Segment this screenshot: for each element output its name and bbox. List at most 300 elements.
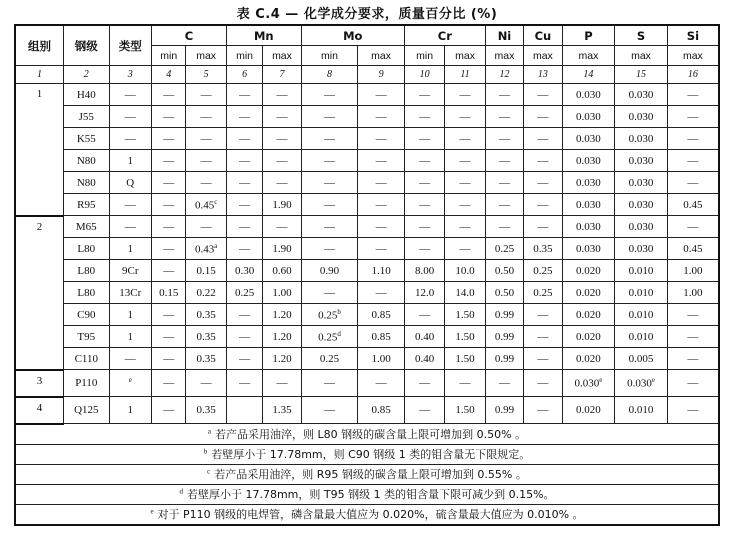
value-cell <box>667 216 719 238</box>
cell-value: 1.50 <box>455 352 475 365</box>
value-cell <box>301 194 358 216</box>
cell-value: — <box>200 154 212 167</box>
cell-value: — <box>375 132 387 145</box>
value-cell <box>263 194 301 216</box>
value-cell <box>152 370 186 397</box>
cell-value: — <box>375 286 387 299</box>
cell-value: 1.20 <box>272 330 292 343</box>
cell-value: 0.35 <box>196 308 216 321</box>
cell-value: — <box>324 88 336 101</box>
value-cell <box>186 150 226 172</box>
grade-cell: L80 <box>64 282 110 304</box>
column-number: 11 <box>445 66 485 84</box>
value-cell <box>562 370 615 397</box>
cell-value: 0.40 <box>414 352 435 365</box>
value-cell <box>226 238 262 260</box>
cell-value: — <box>163 110 175 123</box>
value-cell <box>615 216 668 238</box>
value-cell <box>524 128 562 150</box>
cell-value: — <box>324 242 336 255</box>
value-cell <box>152 128 186 150</box>
cell-value: — <box>324 404 336 416</box>
cell-value: — <box>276 220 288 233</box>
type-cell: — <box>109 216 151 238</box>
cell-value: — <box>324 377 336 389</box>
cell-value: — <box>537 176 549 189</box>
value-cell <box>152 106 186 128</box>
value-cell <box>445 370 485 397</box>
cell-value: — <box>200 176 212 189</box>
value-cell <box>152 282 186 304</box>
table-row <box>15 282 719 304</box>
value-cell <box>485 370 523 397</box>
cell-value: 1.90 <box>272 242 292 255</box>
cell-value: — <box>324 132 336 145</box>
cell-value: — <box>537 88 549 101</box>
value-cell <box>615 397 668 424</box>
footnote-row <box>15 484 719 504</box>
value-cell <box>524 282 562 304</box>
grade-cell: K55 <box>64 128 110 150</box>
header-max: max <box>615 46 668 66</box>
table-row <box>15 194 719 216</box>
value-cell <box>404 238 444 260</box>
header-max: max <box>485 46 523 66</box>
cell-value: 1.00 <box>683 264 703 277</box>
value-cell <box>485 326 523 348</box>
table-row <box>15 260 719 282</box>
value-cell <box>524 216 562 238</box>
value-cell <box>263 238 301 260</box>
cell-value: — <box>375 377 387 389</box>
column-number: 12 <box>485 66 523 84</box>
cell-value: — <box>459 220 471 233</box>
cell-value: 0.25 <box>494 242 515 255</box>
cell-value: 0.030 <box>628 176 654 189</box>
value-cell <box>667 172 719 194</box>
cell-value: — <box>687 308 699 321</box>
cell-value: 0.030 <box>628 220 654 233</box>
value-cell <box>226 348 262 370</box>
column-number: 5 <box>186 66 226 84</box>
value-cell <box>404 348 444 370</box>
cell-value: — <box>687 352 699 365</box>
value-cell <box>404 260 444 282</box>
cell-value: — <box>239 377 251 389</box>
cell-value: — <box>419 154 431 167</box>
column-number: 13 <box>524 66 562 84</box>
cell-value: — <box>419 242 431 255</box>
cell-value: — <box>163 377 175 389</box>
value-cell <box>524 397 562 424</box>
cell-value: 1.20 <box>272 308 292 321</box>
footnote-row <box>15 504 719 525</box>
cell-value: 0.030 <box>576 242 601 255</box>
value-cell <box>226 370 262 397</box>
cell-value: — <box>419 404 431 416</box>
cell-value: — <box>498 154 510 167</box>
table-row <box>15 238 719 260</box>
value-cell <box>445 84 485 106</box>
footnote-mark: c <box>214 197 218 206</box>
value-cell <box>667 106 719 128</box>
value-cell <box>226 194 262 216</box>
value-cell <box>358 282 405 304</box>
cell-value: 0.45 <box>194 199 215 212</box>
cell-value: — <box>239 198 251 211</box>
cell-value: — <box>537 352 549 365</box>
column-number: 4 <box>152 66 186 84</box>
cell-value: 1.00 <box>272 286 292 299</box>
cell-value: — <box>537 377 549 389</box>
value-cell <box>524 326 562 348</box>
footnote-text <box>15 424 719 445</box>
cell-value: — <box>163 176 175 189</box>
value-cell <box>404 150 444 172</box>
value-cell <box>615 194 668 216</box>
value-cell <box>226 326 262 348</box>
cell-value: — <box>419 377 431 389</box>
cell-value: — <box>239 242 251 255</box>
table-row <box>15 304 719 326</box>
cell-value: — <box>498 220 510 233</box>
value-cell <box>445 150 485 172</box>
header-element-c: C <box>152 25 227 46</box>
cell-value: — <box>687 176 699 189</box>
value-cell <box>226 216 262 238</box>
footnote-mark: c <box>207 467 211 476</box>
cell-value: — <box>687 154 699 167</box>
value-cell <box>524 84 562 106</box>
value-cell <box>226 304 262 326</box>
cell-value: 0.020 <box>576 264 601 277</box>
table-row <box>15 106 719 128</box>
type-cell: — <box>109 128 151 150</box>
value-cell <box>186 326 226 348</box>
group-cell: 1 <box>15 84 64 216</box>
value-cell <box>301 370 358 397</box>
footnote-text <box>15 444 719 464</box>
cell-value: — <box>324 176 336 189</box>
value-cell <box>445 172 485 194</box>
cell-value: 0.030 <box>628 154 654 167</box>
cell-value: 1.20 <box>272 352 292 365</box>
value-cell <box>358 238 405 260</box>
cell-value: — <box>324 110 336 123</box>
cell-value: 0.99 <box>494 330 515 343</box>
value-cell <box>445 238 485 260</box>
column-number: 10 <box>404 66 444 84</box>
value-cell <box>562 282 615 304</box>
cell-value: 0.99 <box>494 404 515 416</box>
value-cell <box>152 172 186 194</box>
value-cell <box>615 260 668 282</box>
value-cell <box>226 150 262 172</box>
cell-value: 0.020 <box>576 330 601 343</box>
cell-value: — <box>459 242 471 255</box>
value-cell <box>358 150 405 172</box>
column-number: 16 <box>667 66 719 84</box>
cell-value: — <box>375 110 387 123</box>
value-cell <box>404 172 444 194</box>
cell-value: — <box>459 377 471 389</box>
cell-value: — <box>537 154 549 167</box>
header-grade: 钢级 <box>64 25 110 66</box>
cell-value: — <box>239 88 251 101</box>
value-cell <box>667 150 719 172</box>
value-cell <box>301 397 358 424</box>
value-cell <box>263 128 301 150</box>
cell-value: — <box>324 198 336 211</box>
table-row <box>15 172 719 194</box>
cell-value: 0.50 <box>494 264 515 277</box>
table-row <box>15 326 719 348</box>
value-cell <box>186 216 226 238</box>
value-cell <box>358 216 405 238</box>
table-row <box>15 348 719 370</box>
cell-value: — <box>163 264 175 277</box>
header-max: max <box>524 46 562 66</box>
value-cell <box>226 106 262 128</box>
cell-value: 0.45 <box>683 242 703 255</box>
value-cell <box>263 172 301 194</box>
value-cell <box>562 397 615 424</box>
cell-value: 0.030 <box>576 132 601 145</box>
cell-value: 0.35 <box>196 330 216 343</box>
header-element-s: S <box>615 25 668 46</box>
footnote-mark: b <box>203 447 208 456</box>
cell-value: 0.85 <box>371 404 391 416</box>
column-number: 1 <box>15 66 64 84</box>
header-min: min <box>301 46 358 66</box>
value-cell <box>615 304 668 326</box>
value-cell <box>485 397 523 424</box>
cell-value: — <box>324 220 336 233</box>
value-cell <box>404 326 444 348</box>
value-cell <box>226 282 262 304</box>
cell-value: 0.030 <box>628 198 654 211</box>
cell-value: — <box>276 176 288 189</box>
cell-value: — <box>239 176 251 189</box>
value-cell <box>445 194 485 216</box>
cell-value: 1.35 <box>272 404 292 416</box>
value-cell <box>445 260 485 282</box>
value-cell <box>615 84 668 106</box>
value-cell <box>226 84 262 106</box>
header-element-mn: Mn <box>226 25 301 46</box>
value-cell <box>404 84 444 106</box>
column-number: 15 <box>615 66 668 84</box>
group-cell: 4 <box>15 397 64 424</box>
cell-value: — <box>537 330 549 343</box>
value-cell <box>263 326 301 348</box>
header-element-cr: Cr <box>404 25 485 46</box>
grade-cell: M65 <box>64 216 110 238</box>
cell-value: — <box>239 330 251 343</box>
header-element-mo: Mo <box>301 25 404 46</box>
cell-value: — <box>419 132 431 145</box>
cell-value: 0.25 <box>319 352 340 365</box>
value-cell <box>562 216 615 238</box>
value-cell <box>524 348 562 370</box>
column-number-row <box>15 66 719 84</box>
cell-value: — <box>239 154 251 167</box>
header-element-p: P <box>562 25 615 46</box>
cell-value: — <box>276 110 288 123</box>
cell-value: 0.40 <box>414 330 435 343</box>
cell-value: — <box>419 110 431 123</box>
value-cell <box>404 216 444 238</box>
footnote-mark: e <box>651 376 655 385</box>
cell-value: — <box>163 88 175 101</box>
footnote-mark: d <box>179 487 183 496</box>
value-cell <box>263 150 301 172</box>
column-number: 14 <box>562 66 615 84</box>
value-cell <box>524 150 562 172</box>
grade-cell: P110 <box>64 370 110 397</box>
cell-value: — <box>419 176 431 189</box>
type-cell: 1 <box>109 304 151 326</box>
chemical-composition-table <box>14 24 720 526</box>
cell-value: 0.020 <box>576 404 601 416</box>
cell-value: — <box>537 198 549 211</box>
grade-cell: C90 <box>64 304 110 326</box>
footnote-row <box>15 444 719 464</box>
value-cell <box>562 84 615 106</box>
value-cell <box>485 304 523 326</box>
cell-value: — <box>276 88 288 101</box>
cell-value: 0.50 <box>494 286 515 299</box>
header-element-cu: Cu <box>524 25 562 46</box>
grade-cell: L80 <box>64 260 110 282</box>
cell-value: 0.99 <box>494 308 515 321</box>
header-max: max <box>186 46 226 66</box>
footnote-row <box>15 464 719 484</box>
value-cell <box>152 84 186 106</box>
cell-value: — <box>687 88 699 101</box>
cell-value: — <box>276 377 288 389</box>
cell-value: 0.010 <box>628 308 654 321</box>
value-cell <box>445 348 485 370</box>
value-cell <box>485 238 523 260</box>
cell-value: 0.25 <box>234 286 255 299</box>
cell-value: — <box>324 286 336 299</box>
cell-value: 1.00 <box>371 352 391 365</box>
cell-value: — <box>276 132 288 145</box>
value-cell <box>301 172 358 194</box>
cell-value: — <box>459 198 471 211</box>
header-element-ni: Ni <box>485 25 523 46</box>
cell-value: 0.35 <box>196 404 216 416</box>
type-cell: 1 <box>109 326 151 348</box>
value-cell <box>186 238 226 260</box>
value-cell <box>667 326 719 348</box>
cell-value: — <box>498 198 510 211</box>
header-group: 组别 <box>15 25 64 66</box>
header-type: 类型 <box>109 25 151 66</box>
value-cell <box>524 172 562 194</box>
value-cell <box>301 150 358 172</box>
value-cell <box>301 238 358 260</box>
cell-value: 0.030 <box>576 176 601 189</box>
value-cell <box>445 304 485 326</box>
value-cell <box>263 260 301 282</box>
value-cell <box>404 397 444 424</box>
cell-value: 0.99 <box>494 352 515 365</box>
cell-value: 0.35 <box>533 242 553 255</box>
cell-value: 10.0 <box>455 264 475 277</box>
value-cell <box>562 172 615 194</box>
cell-value: — <box>459 176 471 189</box>
grade-cell: R95 <box>64 194 110 216</box>
cell-value: 0.030 <box>574 377 600 390</box>
footnote-mark: b <box>337 307 341 316</box>
cell-value: — <box>498 110 510 123</box>
value-cell <box>615 370 668 397</box>
footnote-mark: d <box>337 329 341 338</box>
cell-value: 1.10 <box>371 264 391 277</box>
value-cell <box>667 282 719 304</box>
value-cell <box>445 326 485 348</box>
value-cell <box>301 128 358 150</box>
table-row <box>15 216 719 238</box>
type-cell: 1 <box>109 150 151 172</box>
value-cell <box>152 304 186 326</box>
value-cell <box>615 238 668 260</box>
value-cell <box>524 106 562 128</box>
cell-value: 0.020 <box>576 308 601 321</box>
value-cell <box>358 304 405 326</box>
cell-value: — <box>200 88 212 101</box>
cell-value: — <box>239 110 251 123</box>
grade-cell: N80 <box>64 150 110 172</box>
cell-value: 12.0 <box>414 286 435 299</box>
value-cell <box>562 106 615 128</box>
value-cell <box>562 304 615 326</box>
value-cell <box>485 216 523 238</box>
footnote-mark: a <box>214 241 218 250</box>
value-cell <box>263 348 301 370</box>
value-cell <box>186 348 226 370</box>
cell-value: — <box>163 404 175 416</box>
cell-value: — <box>375 242 387 255</box>
grade-cell: J55 <box>64 106 110 128</box>
value-cell <box>485 84 523 106</box>
cell-value: — <box>375 88 387 101</box>
cell-value: 1.90 <box>272 198 292 211</box>
cell-value: — <box>459 110 471 123</box>
header-min: min <box>226 46 262 66</box>
value-cell <box>445 106 485 128</box>
table-row <box>15 397 719 424</box>
cell-value: 0.010 <box>628 330 654 343</box>
value-cell <box>186 106 226 128</box>
value-cell <box>615 150 668 172</box>
cell-value: — <box>239 352 251 365</box>
header-max: max <box>445 46 485 66</box>
cell-value: — <box>163 242 175 255</box>
table-row <box>15 370 719 397</box>
cell-value: — <box>163 308 175 321</box>
cell-value: — <box>537 308 549 321</box>
column-number: 3 <box>109 66 151 84</box>
value-cell <box>358 194 405 216</box>
cell-value: — <box>687 220 699 233</box>
header-max: max <box>562 46 615 66</box>
footnote-text <box>15 504 719 525</box>
header-max: max <box>667 46 719 66</box>
cell-value: 0.30 <box>234 264 255 277</box>
